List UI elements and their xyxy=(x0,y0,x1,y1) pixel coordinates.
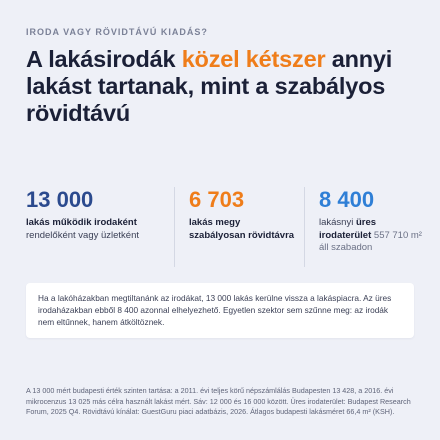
stat-description xyxy=(319,217,427,255)
stat-desc-bold: lakás működik irodaként xyxy=(26,217,137,228)
stat-empty-office-space xyxy=(304,187,427,267)
stat-desc-muted: 557 710 m² áll szabadon xyxy=(319,229,422,253)
stats-row xyxy=(26,187,422,267)
headline-part-2: annyi lakást tartanak, mint a szabályos rövidtávú xyxy=(26,46,393,126)
stat-description xyxy=(26,217,154,242)
page-title xyxy=(26,46,418,127)
stat-desc-rest: rendelőként vagy üzletként xyxy=(26,229,140,241)
stat-value: 8 400 xyxy=(319,187,375,212)
stat-value: 6 703 xyxy=(189,187,245,212)
stat-desc-bold: lakás megy szabályosan rövidtávra xyxy=(189,217,295,241)
source-footnote: A 13 000 mért budapesti érték szinten tartása: a 2011. évi teljes körű népszámlálás Budapesten 13 428, a 2016. évi mikrocenzus 13 025 más célra használt lakást mért. Sáv: 12 000 és 16 000 között. Üres irodaterület: Budapest Research Forum, 2025 Q4. Rövidtávú kínálat: GuestGuru piaci adatbázis, 2026. Átlagos budapesti lakásméret 66,4 m² (KSH). xyxy=(26,386,411,416)
stat-desc-bold: üres irodaterület xyxy=(319,217,377,241)
headline-accent: közel kétszer xyxy=(181,46,326,72)
headline-part-1: A lakásirodák xyxy=(26,46,182,72)
callout-note: Ha a lakóházakban megtiltanánk az irodákat, 13 000 lakás kerülne vissza a lakáspiacra. Az üres irodaházakban ebből 8 400 azonnal elhelyezhető. Egyetlen szektor sem szűnne meg: az irodák nem eltűnnek, hanem átköltöznek. xyxy=(26,283,414,338)
stat-value: 13 000 xyxy=(26,187,94,212)
stat-desc-plain: lakásnyi xyxy=(319,217,356,228)
kicker-label: IRODA VAGY RÖVIDTÁVÚ KIADÁS? xyxy=(26,27,208,37)
stat-short-term-rental xyxy=(174,187,299,267)
stat-description xyxy=(189,217,299,242)
stat-office-apartments xyxy=(26,187,154,267)
